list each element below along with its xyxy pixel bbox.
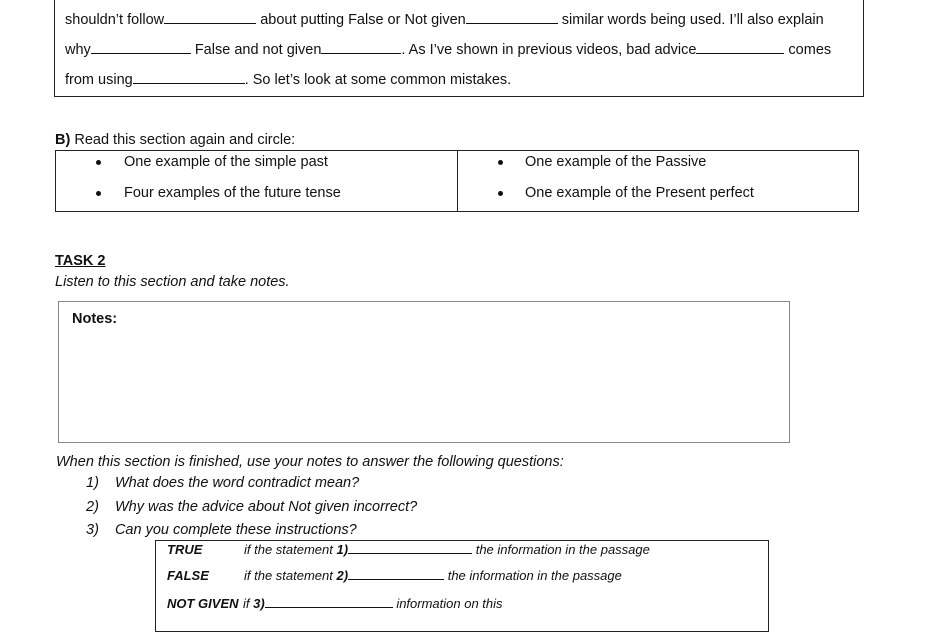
passage-text: . So let’s look at some common mistakes.	[244, 72, 512, 88]
question-item	[86, 521, 357, 539]
blank-field[interactable]	[91, 41, 191, 54]
row-text: the information in the passage	[475, 542, 650, 557]
passage-line-1	[65, 11, 824, 29]
section-b-instruction: Read this section again and circle:	[74, 132, 296, 148]
passage-text: about putting False or Not given	[260, 12, 466, 28]
row-number: 2)	[336, 568, 349, 583]
passage-text: False and not given	[194, 42, 322, 58]
instruction-row	[244, 541, 650, 559]
row-text: if	[243, 596, 250, 611]
task-2-instruction: Listen to this section and take notes.	[55, 274, 290, 290]
section-b-label: B)	[55, 132, 71, 148]
section-b-heading	[55, 131, 295, 149]
passage-line-2	[65, 41, 831, 59]
passage-text: shouldn’t follow	[65, 12, 165, 28]
instruction-row	[244, 567, 622, 585]
question-text: Can you complete these instructions?	[114, 522, 357, 538]
blank-field[interactable]	[466, 11, 558, 24]
passage-text: . As I’ve shown in previous videos, bad advice	[401, 42, 697, 58]
grammar-item: One example of the Passive	[525, 154, 707, 170]
blank-field[interactable]	[348, 567, 444, 580]
passage-text: from using	[65, 72, 133, 88]
task-2-title: TASK 2	[55, 253, 106, 269]
blank-field[interactable]	[164, 11, 256, 24]
row-label: TRUE	[167, 542, 203, 557]
grammar-item: Four examples of the future tense	[124, 185, 341, 201]
question-number: 1)	[86, 475, 99, 491]
row-text: if the statement	[244, 568, 333, 583]
bullet-icon	[498, 160, 503, 165]
passage-text: why	[65, 42, 91, 58]
bullet-icon	[96, 160, 101, 165]
row-number: 3)	[253, 596, 265, 611]
row-label: NOT GIVEN	[167, 596, 239, 611]
question-item	[86, 498, 417, 516]
table-divider	[457, 151, 458, 211]
row-text: if the statement	[244, 542, 333, 557]
passage-text: comes	[788, 42, 832, 58]
notes-box[interactable]	[58, 301, 790, 443]
row-label: FALSE	[167, 568, 209, 583]
instruction-row	[243, 595, 503, 613]
question-number: 3)	[86, 522, 99, 538]
blank-field[interactable]	[348, 541, 472, 554]
row-text: information on this	[396, 596, 503, 611]
grammar-item: One example of the Present perfect	[525, 185, 754, 201]
blank-field[interactable]	[321, 41, 401, 54]
row-text: the information in the passage	[447, 568, 622, 583]
question-text: What does the word contradict mean?	[114, 475, 360, 491]
row-number: 1)	[336, 542, 349, 557]
question-text: Why was the advice about Not given incorrect?	[114, 499, 418, 515]
blank-field[interactable]	[696, 41, 784, 54]
passage-text: similar words being used. I’ll also explain	[561, 12, 824, 28]
blank-field[interactable]	[133, 71, 245, 84]
question-item	[86, 474, 359, 492]
blank-field[interactable]	[265, 595, 393, 608]
bullet-icon	[96, 191, 101, 196]
questions-intro: When this section is finished, use your notes to answer the following questions:	[56, 454, 564, 470]
bullet-icon	[498, 191, 503, 196]
passage-line-3	[65, 71, 511, 89]
question-number: 2)	[86, 499, 99, 515]
grammar-item: One example of the simple past	[124, 154, 328, 170]
notes-label: Notes:	[72, 311, 118, 327]
